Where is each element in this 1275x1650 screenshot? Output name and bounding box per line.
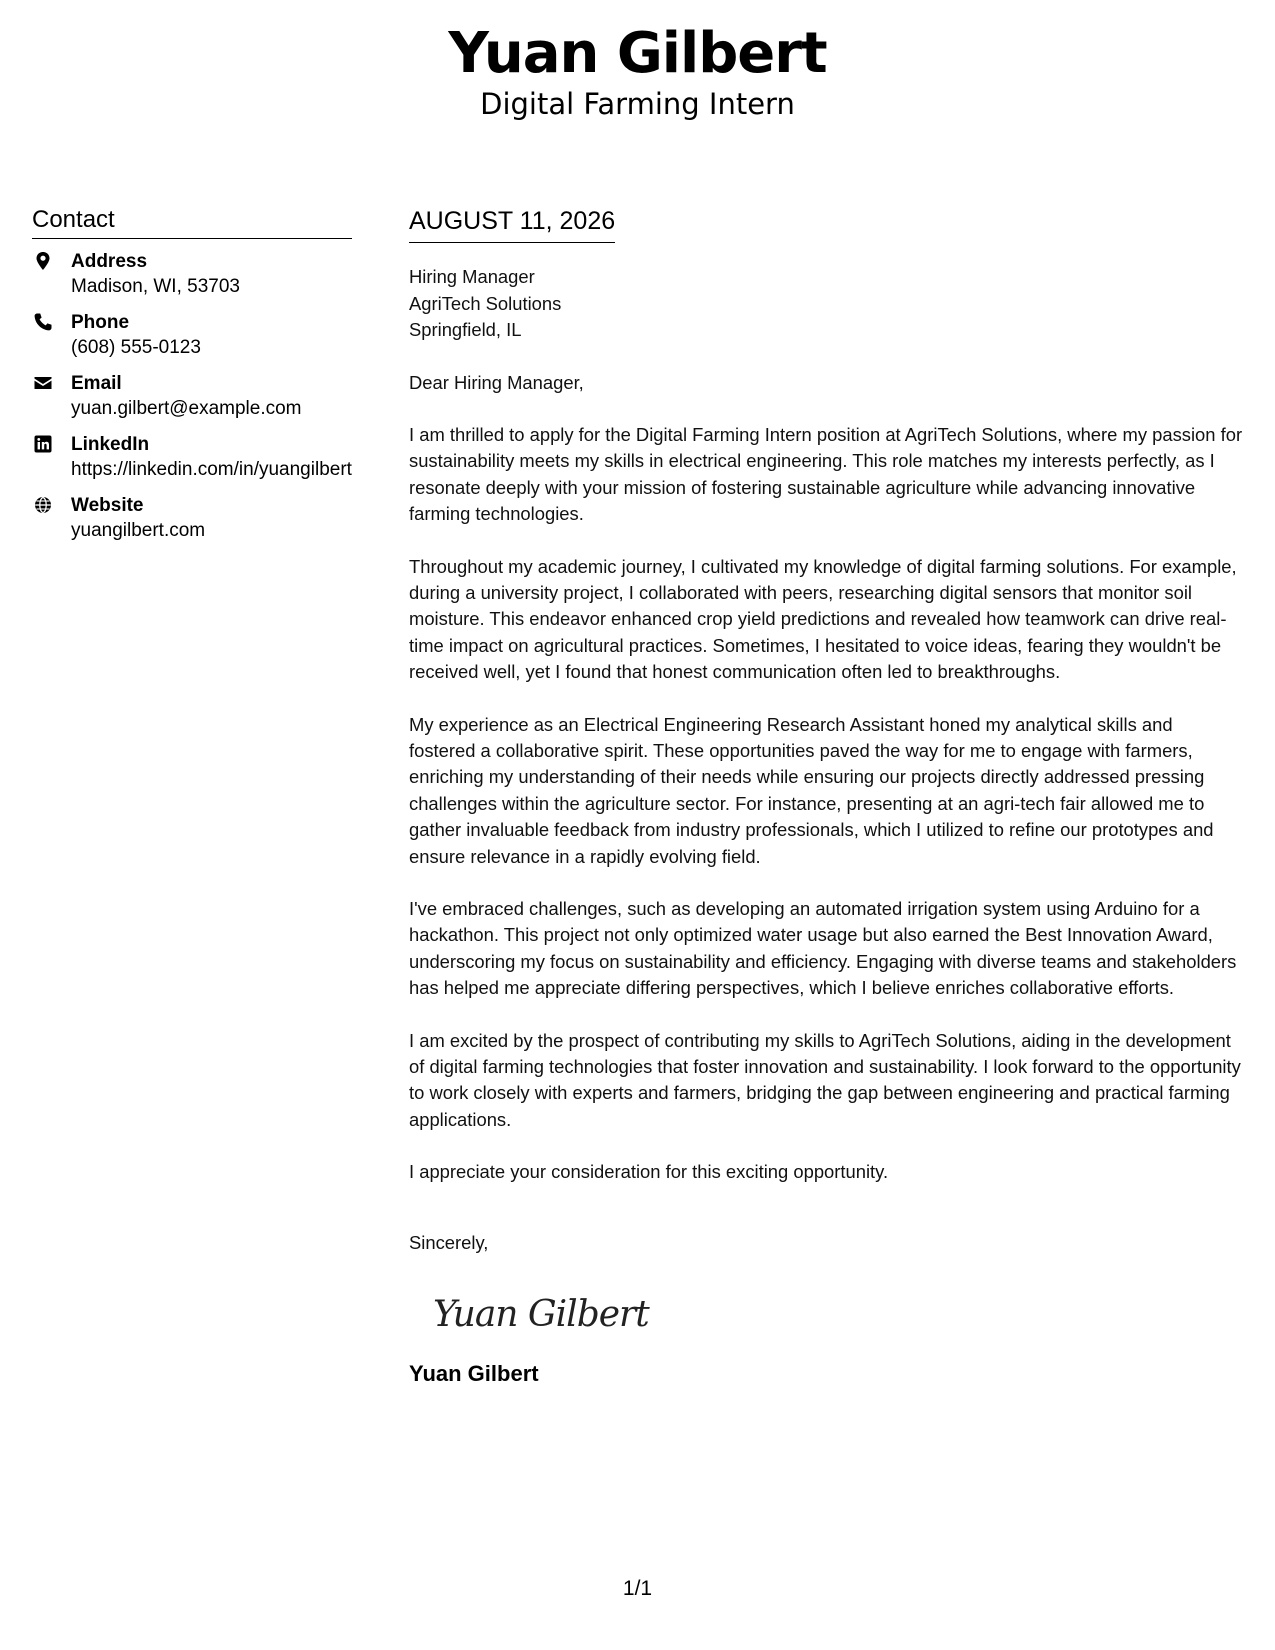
letter-date: AUGUST 11, 2026 — [409, 205, 615, 243]
linkedin-icon — [33, 434, 53, 454]
map-pin-icon — [33, 251, 53, 271]
handwritten-signature — [431, 1284, 1244, 1344]
contact-sidebar — [32, 205, 352, 554]
contact-heading: Contact — [32, 205, 352, 239]
applicant-name: Yuan Gilbert — [448, 21, 827, 86]
contact-item-website — [32, 493, 352, 543]
letter-body — [409, 205, 1244, 1388]
letter-paragraph: Throughout my academic journey, I cultivated my knowledge of digital farming solutions. For example, during a university project, I collaborated with peers, researching digital sensors that monitor soil moisture. This endeavor enhanced crop yield predictions and revealed how teamwork can drive real-time impact on agricultural practices. Sometimes, I hesitated to voice ideas, fearing they wouldn't be received well, yet I found that honest communication often led to breakthroughs. — [409, 555, 1237, 683]
recipient-block — [409, 264, 1244, 344]
website-value[interactable]: yuangilbert.com — [71, 520, 206, 541]
letter-paragraph: I am thrilled to apply for the Digital Farming Intern position at AgriTech Solutions, where my passion for sustainability meets my skills in electrical engineering. This role matches my interests perfectly, as I resonate deeply with your mission of fostering sustainable agriculture while advancing innovative farming technologies. — [409, 423, 1243, 525]
linkedin-value[interactable]: https://linkedin.com/in/yuangilbert — [71, 459, 352, 480]
email-value[interactable]: yuan.gilbert@example.com — [71, 398, 302, 419]
signer-name: Yuan Gilbert — [409, 1361, 539, 1387]
signature-text: Yuan Gilbert — [433, 1294, 649, 1336]
contact-label: Email — [71, 373, 122, 394]
contact-label: Website — [71, 495, 144, 516]
closing: Sincerely, — [409, 1231, 489, 1253]
letter-paragraph: I am excited by the prospect of contributing my skills to AgriTech Solutions, aiding in the development of digital farming technologies that foster innovation and sustainability. I look forward to the opportunity to work closely with experts and farmers, bridging the gap between engineering and practical farming applications. — [409, 1029, 1241, 1130]
contact-label: Phone — [71, 312, 130, 333]
globe-icon — [33, 495, 53, 515]
phone-value: (608) 555-0123 — [71, 337, 201, 358]
salutation: Dear Hiring Manager, — [409, 371, 584, 393]
contact-label: Address — [71, 251, 148, 272]
envelope-icon — [33, 373, 53, 393]
page-number: 1/1 — [622, 1577, 653, 1600]
contact-label: LinkedIn — [71, 434, 150, 455]
address-value: Madison, WI, 53703 — [71, 276, 240, 297]
recipient-line: Springfield, IL — [409, 319, 522, 340]
contact-item-linkedin — [32, 432, 352, 482]
phone-icon — [33, 312, 53, 332]
recipient-line: AgriTech Solutions — [409, 292, 562, 314]
applicant-role: Digital Farming Intern — [480, 87, 795, 121]
contact-item-address — [32, 249, 352, 299]
letter-header — [0, 20, 1275, 122]
contact-item-email — [32, 371, 352, 421]
letter-paragraph: I've embraced challenges, such as developing an automated irrigation system using Arduino for a hackathon. This project not only optimized water usage but also earned the Best Innovation Award, underscoring my focus on sustainability and efficiency. Engaging with diverse teams and stakeholders has helped me appreciate differing perspectives, which I believe enriches collaborative efforts. — [409, 898, 1237, 999]
contact-item-phone — [32, 310, 352, 360]
recipient-line: Hiring Manager — [409, 266, 535, 287]
letter-paragraph: My experience as an Electrical Engineering Research Assistant honed my analytical skills and fostered a collaborative spirit. These opportunities paved the way for me to engage with farmers, enriching my understanding of their needs while ensuring our projects directly addressed pressing challenges within the agriculture sector. For instance, presenting at an agri-tech fair allowed me to gather invaluable feedback from industry professionals, which I utilized to refine our prototypes and ensure relevance in a rapidly evolving field. — [409, 713, 1214, 867]
letter-paragraph: I appreciate your consideration for this exciting opportunity. — [409, 1161, 889, 1183]
contact-list — [32, 249, 352, 543]
